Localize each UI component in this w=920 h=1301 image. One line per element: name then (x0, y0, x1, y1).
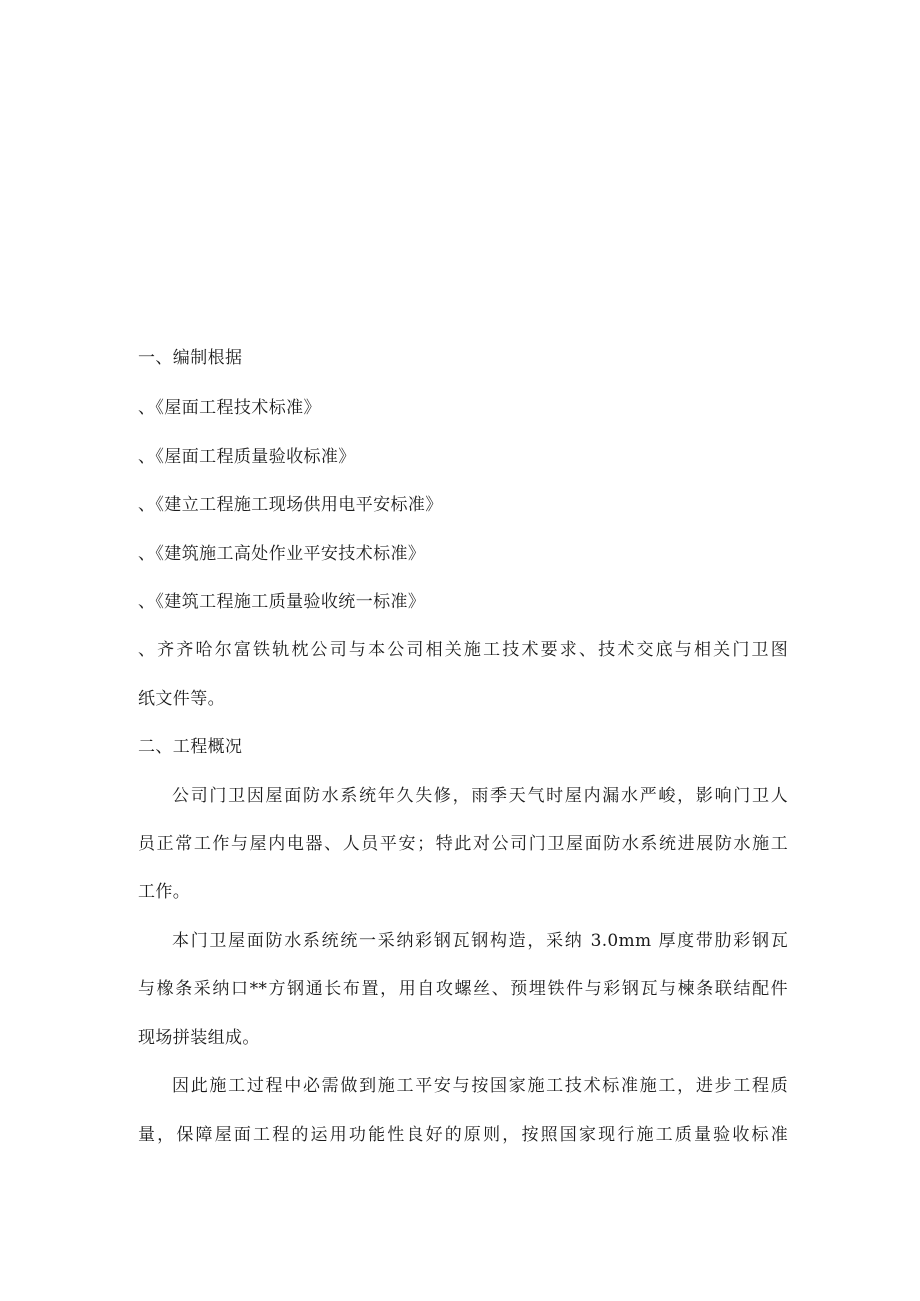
basis-item-5: 、《建筑工程施工质量验收统一标准》 (138, 592, 426, 612)
basis-item-6-line-1: 、齐齐哈尔富铁轨枕公司与本公司相关施工技术要求、技术交底与相关门卫图 (138, 640, 788, 660)
overview-para1-line-1: 公司门卫因屋面防水系统年久失修，雨季天气时屋内漏水严峻，影响门卫人 (172, 786, 788, 806)
overview-para1-line-2: 员正常工作与屋内电器、人员平安；特此对公司门卫屋面防水系统进展防水施工 (138, 834, 788, 854)
overview-para2-line-3: 现场拼装组成。 (138, 1028, 260, 1048)
basis-item-4: 、《建筑施工高处作业平安技术标准》 (138, 544, 426, 564)
overview-para2-line-1: 本门卫屋面防水系统统一采纳彩钢瓦钢构造，采纳 3.0mm 厚度带肋彩钢瓦 (172, 931, 788, 951)
overview-para3-line-2: 量，保障屋面工程的运用功能性良好的原则，按照国家现行施工质量验收标准 (138, 1125, 788, 1145)
basis-item-2: 、《屋面工程质量验收标准》 (138, 447, 356, 467)
overview-para3-line-1: 因此施工过程中必需做到施工平安与按国家施工技术标准施工，进步工程质 (172, 1076, 788, 1096)
overview-para1-line-3: 工作。 (138, 882, 191, 902)
basis-item-6-line-2: 纸文件等。 (138, 689, 225, 709)
basis-item-1: 、《屋面工程技术标准》 (138, 398, 321, 418)
overview-para2-line-2: 与橡条采纳口**方钢通长布置，用自攻螺丝、预埋铁件与彩钢瓦与楝条联结配件 (138, 979, 788, 999)
basis-item-3: 、《建立工程施工现场供用电平安标准》 (138, 495, 443, 515)
section-heading-overview: 二、工程概况 (138, 737, 243, 757)
section-heading-basis: 一、编制根据 (138, 348, 243, 368)
